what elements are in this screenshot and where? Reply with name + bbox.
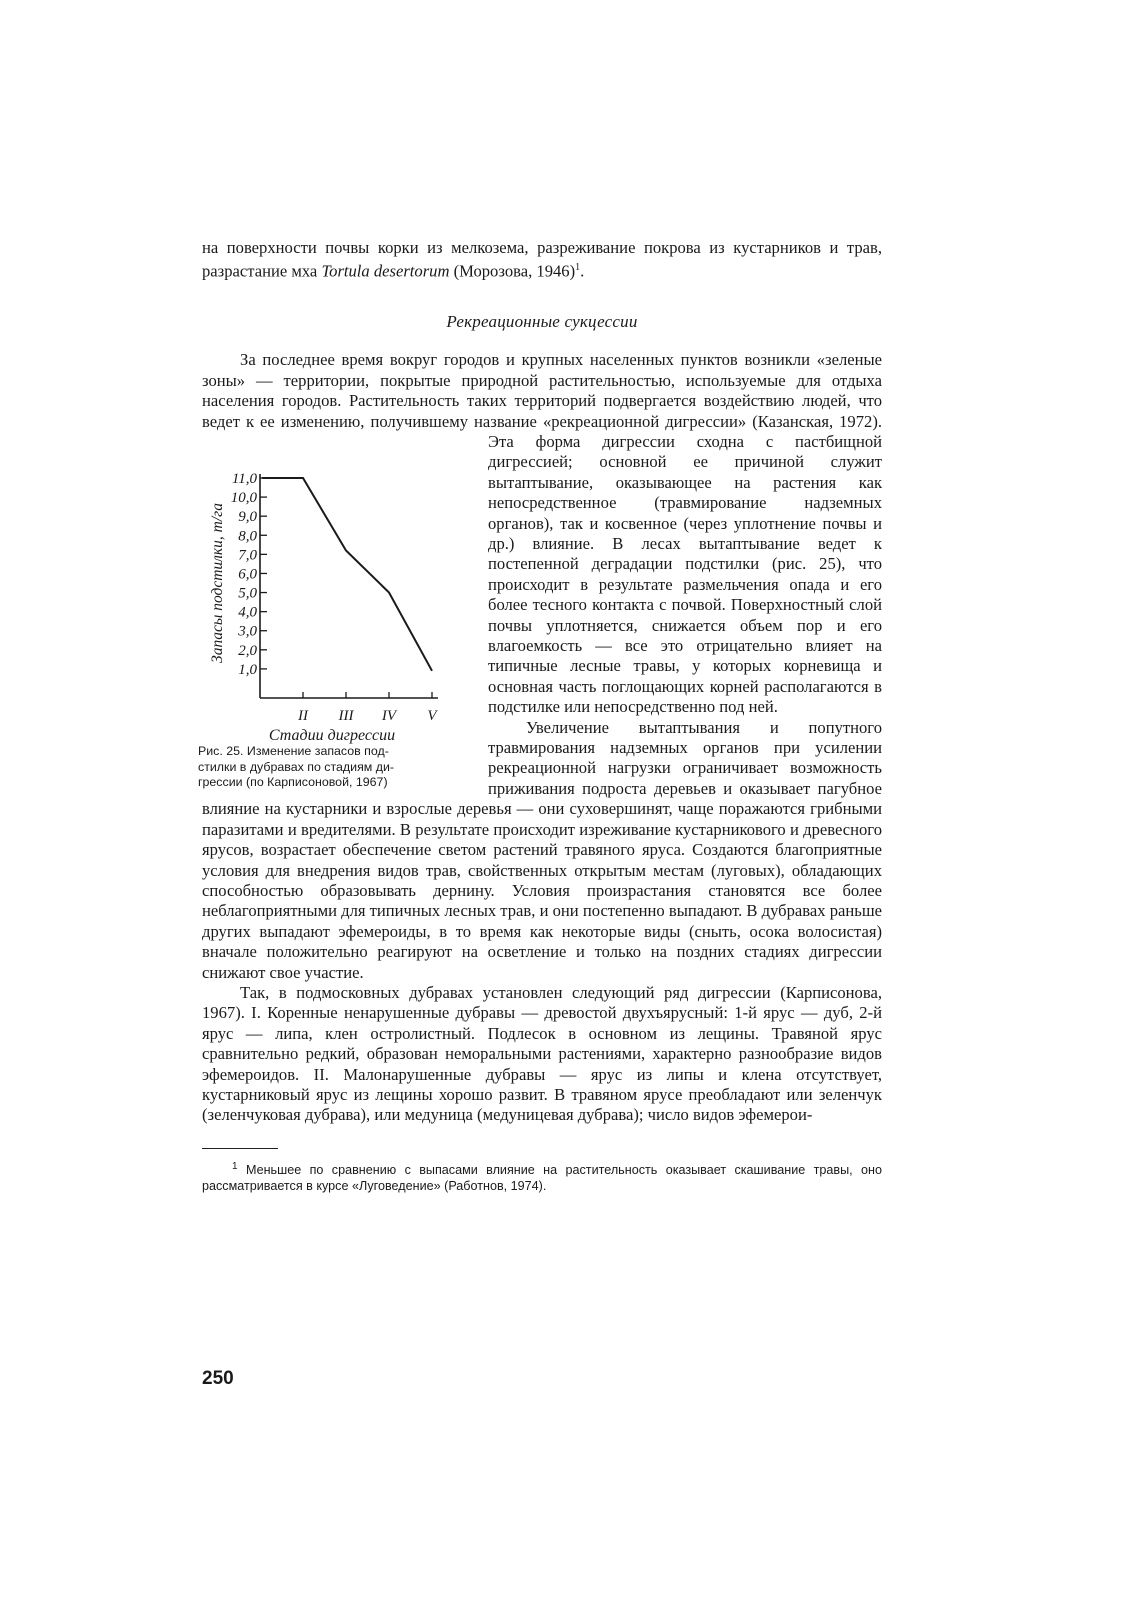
x-axis-title: Стадии дигрессии — [268, 727, 396, 744]
y-tick-label: 7,0 — [238, 547, 257, 564]
paragraph-1-wrap: сии» (Казанская, 1972). Эта форма дигрессии сходна с пастбищной дигрессией; основной ее причиной служит вытаптывание, оказывающее на растения как непосредственное (травмирование надземных органов), так и косвенное (через уплотнение почвы и др.) влияние. В лесах вытаптывание ведет к постепенной деградации подстилки (рис. 25), что происходит в результате размельчения опада и его более тесного контакта с почвой. Поверхностный слой почвы уплотняется, снижается объем пор и его влагоемкость — все это отрицательно влияет на типичные лесные травы, у которых корневища и основная часть поглощающих корней располагаются в подстилке или непосредственно под ней. — [488, 411, 882, 717]
y-axis-title: Запасы подстилки, т/га — [209, 503, 226, 663]
paragraph-2: Увеличение вытаптывания и попутного травмирования надземных органов при усилении рекреационной нагрузки ограничивает возможность приживания подроста деревьев и оказывает пагубное влияние на кустарники и взрослые деревья — они суховершинят, чаще поражаются грибными паразитами и вредителями. В результате происходит изреживание кустарникового и древесного ярусов, возрастает обеспечение светом растений травяного яруса. Создаются благоприятные условия для внедрения видов трав, свойственных открытым местам (луговых), обладающих способностью образовывать дернину. Условия произрастания становятся все более неблагоприятными для типичных лесных трав, и они постепенно выпадают. В дубравах раньше других выпадают эфемероиды, в то время как некоторые виды (сныть, осока волосистая) вначале положительно реагируют на осветление и только на поздних стадиях дигрессии снижают свое участие. — [202, 717, 882, 982]
y-tick-label: 5,0 — [238, 585, 257, 602]
y-tick-label: 8,0 — [238, 528, 257, 545]
y-tick-label: 2,0 — [238, 642, 257, 659]
y-tick-label: 6,0 — [238, 566, 257, 583]
footnote-text: Меньшее по сравнению с выпасами влияние на растительность оказывает скашивание травы, оно рассматривается в курсе «Луговедение» (Работнов, 1974). — [202, 1162, 882, 1194]
intro-citation: (Морозова, 1946) — [449, 261, 576, 281]
species-name: Tortula desertorum — [321, 261, 450, 281]
paragraph-1-head: За последнее время вокруг городов и крупных населенных пунктов возникли «зеленые зоны» — территории, покрытые природной растительностью, используемые для отдыха населения городов. Растительность таких территорий подвергается воздействию людей, что ведет к ее изменению, получившему название «рекреационной дигрес — [202, 350, 882, 431]
page-number: 250 — [202, 1368, 234, 1389]
x-tick-label: II — [298, 708, 308, 724]
intro-end: . — [580, 261, 585, 281]
footnote-divider — [202, 1148, 278, 1149]
footnote-mark: 1 — [575, 262, 581, 274]
caption-line: грессии (по Карписоновой, 1967) — [198, 775, 388, 790]
caption-line: Рис. 25. Изменение запасов под- — [198, 744, 389, 758]
intro-paragraph — [202, 238, 882, 282]
x-tick-label: V — [427, 708, 437, 724]
footnote-number: 1 — [232, 1160, 238, 1172]
y-tick-label: 4,0 — [238, 604, 257, 621]
caption-line: стилки в дубравах по стадиям ди- — [198, 759, 395, 774]
y-tick-label: 3,0 — [238, 623, 257, 640]
footnote — [202, 1159, 882, 1195]
figure-caption — [198, 744, 430, 791]
y-tick-label: 9,0 — [238, 509, 257, 526]
y-tick-label: 1,0 — [238, 661, 257, 678]
x-tick-label: IV — [381, 708, 397, 724]
y-tick-label: 10,0 — [230, 490, 257, 507]
series-line — [262, 478, 432, 671]
litter-stock-chart — [198, 466, 468, 756]
y-tick-label: 11,0 — [231, 471, 257, 487]
paragraph-3: Так, в подмосковных дубравах установлен следующий ряд дигрессии (Карписонова, 1967). I. Коренные ненарушенные дубравы — древостой двухъярусный: 1-й ярус — дуб, 2-й ярус — липа, клен остролистный. Подлесок в основном из лещины. Травяной ярус сравнительно редкий, образован неморальными растениями, характерно разнообразие видов эфемероидов. II. Малонарушенные дубравы — ярус из липы и клена отсутствует, кустарниковый ярус из лещины хорошо развит. В травяном ярусе преобладают или зеленчук (зеленчуковая дубрава), или медуница (медуницевая дубрава); число видов эфемерои- — [202, 982, 882, 1125]
intro-text: на поверхности почвы корки из мелкозема, разреживание покрова из кустарников и трав, разрастание мха — [202, 238, 882, 281]
figure-25-panel — [198, 466, 468, 806]
x-tick-label: III — [338, 708, 354, 724]
section-heading: Рекреационные сукцессии — [446, 312, 638, 332]
